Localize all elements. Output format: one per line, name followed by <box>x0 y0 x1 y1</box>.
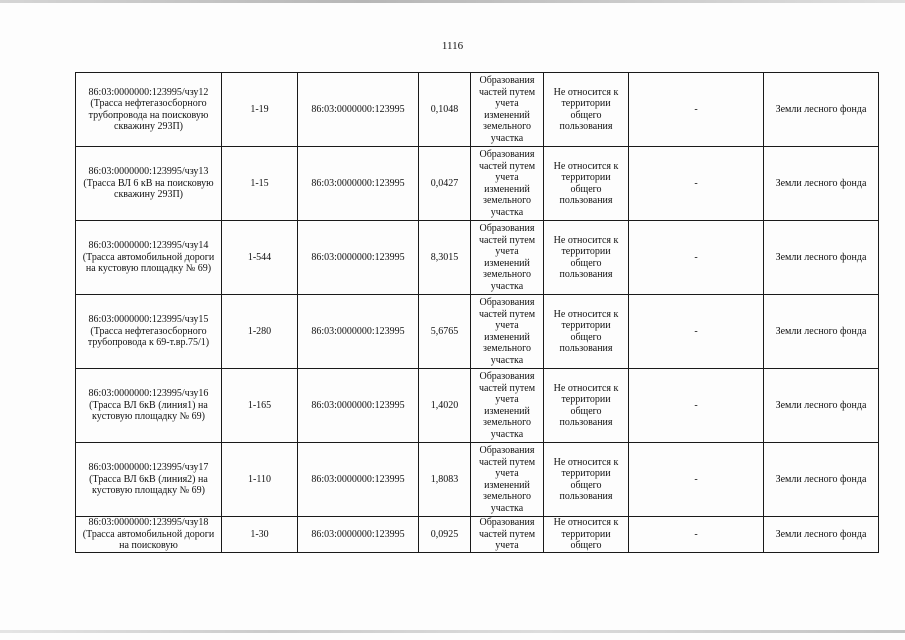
part-purpose: (Трасса ВЛ 6кВ (линия2) на кустовую площадку № 69) <box>89 473 208 497</box>
table-row <box>76 443 879 517</box>
land-category: Земли лесного фонда <box>764 517 879 553</box>
territory-status: Не относится к территории общего пользования <box>544 73 629 147</box>
area-value: 5,6765 <box>419 295 471 369</box>
part-number: 1-30 <box>222 517 298 553</box>
land-category: Земли лесного фонда <box>764 147 879 221</box>
dash-text: - <box>694 325 698 337</box>
empty-value <box>629 73 764 147</box>
part-number: 1-165 <box>222 369 298 443</box>
table-row <box>76 517 879 553</box>
land-parts-table <box>75 72 879 553</box>
territory-status: Не относится к территории общего пользования <box>544 369 629 443</box>
cadastral-number: 86:03:0000000:123995 <box>298 221 419 295</box>
dash-text: - <box>694 399 698 411</box>
territory-status: Не относится к территории общего пользования <box>544 443 629 517</box>
cadastral-number: 86:03:0000000:123995 <box>298 517 419 553</box>
part-id: 86:03:0000000:123995/чзу13 <box>88 166 209 178</box>
land-category: Земли лесного фонда <box>764 221 879 295</box>
part-number: 1-280 <box>222 295 298 369</box>
area-value: 0,1048 <box>419 73 471 147</box>
scan-edge-bottom <box>0 630 905 633</box>
dash-text: - <box>694 177 698 189</box>
part-cell <box>76 369 222 443</box>
dash-text: - <box>694 473 698 485</box>
part-id: 86:03:0000000:123995/чзу16 <box>88 388 209 400</box>
land-category: Земли лесного фонда <box>764 73 879 147</box>
part-cell <box>76 517 222 553</box>
territory-status: Не относится к территории общего пользования <box>544 221 629 295</box>
land-category: Земли лесного фонда <box>764 443 879 517</box>
dash-text: - <box>694 528 698 540</box>
part-purpose: (Трасса ВЛ 6кВ (линия1) на кустовую площадку № 69) <box>89 399 208 423</box>
part-number: 1-19 <box>222 73 298 147</box>
area-value: 1,4020 <box>419 369 471 443</box>
part-cell <box>76 73 222 147</box>
land-category: Земли лесного фонда <box>764 295 879 369</box>
part-purpose: (Трасса автомобильной дороги на кустовую площадку № 69) <box>82 251 215 275</box>
scan-edge-top <box>0 0 905 3</box>
cadastral-number: 86:03:0000000:123995 <box>298 369 419 443</box>
land-category: Земли лесного фонда <box>764 369 879 443</box>
territory-status: Не относится к территории общего пользования <box>544 295 629 369</box>
area-value: 8,3015 <box>419 221 471 295</box>
cadastral-number: 86:03:0000000:123995 <box>298 147 419 221</box>
table-row <box>76 221 879 295</box>
part-cell <box>76 147 222 221</box>
part-cell <box>76 295 222 369</box>
empty-value <box>629 147 764 221</box>
part-cell <box>76 443 222 517</box>
area-value: 0,0925 <box>419 517 471 553</box>
cadastral-number: 86:03:0000000:123995 <box>298 443 419 517</box>
formation-method: Образования частей путем учета изменений земельного участка <box>471 221 544 295</box>
part-id: 86:03:0000000:123995/чзу12 <box>88 86 209 98</box>
table-row <box>76 369 879 443</box>
part-number: 1-15 <box>222 147 298 221</box>
territory-status: Не относится к территории общего <box>544 517 629 553</box>
area-value: 1,8083 <box>419 443 471 517</box>
empty-value <box>629 221 764 295</box>
territory-status: Не относится к территории общего пользования <box>544 147 629 221</box>
table-row <box>76 147 879 221</box>
empty-value <box>629 517 764 553</box>
page-number: 1116 <box>441 40 464 52</box>
dash-text: - <box>694 103 698 115</box>
part-id: 86:03:0000000:123995/чзу14 <box>88 240 209 252</box>
part-purpose: (Трасса нефтегазосборного трубопровода на поисковую скважину 293П) <box>88 98 209 132</box>
cadastral-number: 86:03:0000000:123995 <box>298 73 419 147</box>
part-purpose: (Трасса автомобильной дороги на поисковую <box>82 528 215 551</box>
area-value: 0,0427 <box>419 147 471 221</box>
cadastral-number: 86:03:0000000:123995 <box>298 295 419 369</box>
part-purpose: (Трасса нефтегазосборного трубопровода к 69-т.вр.75/1) <box>87 325 210 349</box>
empty-value <box>629 443 764 517</box>
formation-method: Образования частей путем учета <box>471 517 544 553</box>
part-purpose: (Трасса ВЛ 6 кВ на поисковую скважину 293П) <box>83 177 214 201</box>
formation-method: Образования частей путем учета изменений земельного участка <box>471 443 544 517</box>
table-row <box>76 73 879 147</box>
formation-method: Образования частей путем учета изменений земельного участка <box>471 147 544 221</box>
empty-value <box>629 295 764 369</box>
part-number: 1-110 <box>222 443 298 517</box>
part-id: 86:03:0000000:123995/чзу17 <box>88 462 209 474</box>
table-row <box>76 295 879 369</box>
part-id: 86:03:0000000:123995/чзу18 <box>88 517 209 528</box>
dash-text: - <box>694 251 698 263</box>
formation-method: Образования частей путем учета изменений земельного участка <box>471 369 544 443</box>
part-id: 86:03:0000000:123995/чзу15 <box>88 314 209 326</box>
part-cell <box>76 221 222 295</box>
empty-value <box>629 369 764 443</box>
formation-method: Образования частей путем учета изменений земельного участка <box>471 73 544 147</box>
part-number: 1-544 <box>222 221 298 295</box>
formation-method: Образования частей путем учета изменений земельного участка <box>471 295 544 369</box>
